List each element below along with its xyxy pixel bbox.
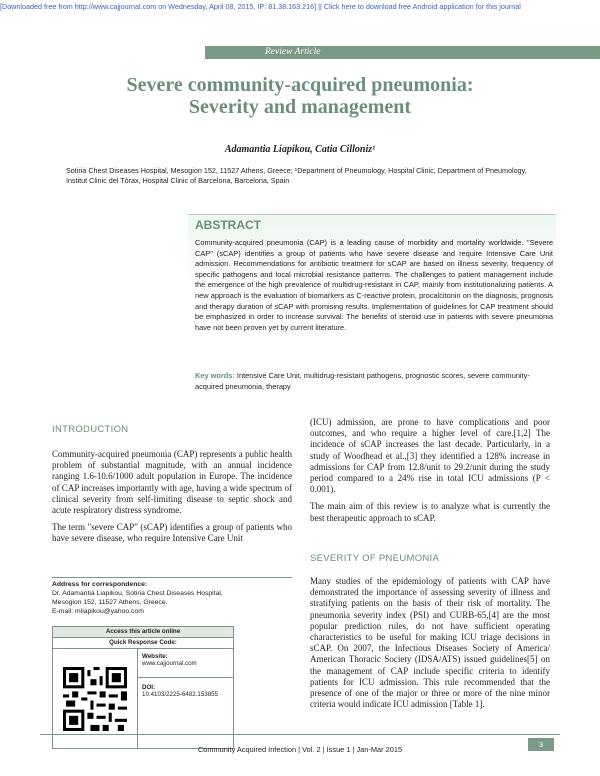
right-paragraph-2: The main aim of this review is to analyze what is currently the best therapeutic approach to sCAP.	[310, 501, 550, 523]
intro-heading: INTRODUCTION	[52, 424, 129, 435]
correspondence	[52, 580, 292, 616]
affiliation: Sotiria Chest Diseases Hospital, Mesogion 152, 11527 Athens, Greece; ¹Department of Pneumology, Hospital Clinic, Department of Pneumology, Institut Clinic del Tòrax, Hospital Clinic of Barcelona, Barcelona, Spain	[66, 166, 527, 185]
article-title	[0, 74, 600, 118]
doi-label: DOI:	[142, 684, 156, 691]
right-paragraph-3: Many studies of the epidemiology of patients with CAP have demonstrated the importance of assessing severity of illness and stratifying patients on the basis of their risk of mortality. The pneumonia severity index (PSI) and CURB-65,[4] are the most popular prediction rules, do not have sufficient operating characteristics to be useful for making ICU triage decisions in sCAP. On 2007, the Infectious Diseases Society of America/ American Thoracic Society (IDSA/ATS) issued guidelines[5] on the management of CAP include specific criteria to identify patients for ICU admission. This rule recommended that the presence of one of the major or three or more of the nine minor criteria would indicate ICU admission [Table 1].	[310, 576, 550, 710]
qr-code-icon[interactable]	[63, 667, 127, 731]
right-paragraph-1: (ICU) admission, are prone to have complications and poor outcomes, and who require a higher level of care.[1,2] The incidence of sCAP increases the last decade. Particularly, in a study of Woodhead et al.,[3] they identified a 128% increase in admissions for CAP from 12.8/unit to 29.2/unit during the study period compared to a 24% rise in total ICU admissions (P < 0.001).	[310, 417, 550, 495]
authors: Adamantia Liapikou, Catia Cilloniz¹	[224, 144, 376, 155]
website-link[interactable]: www.cajjournal.com	[142, 660, 197, 667]
keywords-label: Key words:	[195, 371, 235, 380]
doi-value[interactable]: 10.4103/2225-6482.153855	[142, 691, 219, 698]
article-type: Review Article	[265, 47, 321, 57]
access-online-box	[52, 626, 234, 749]
keywords	[195, 371, 553, 392]
title-line-2: Severity and management	[188, 96, 412, 118]
footer: Community Acquired Infection | Vol. 2 | Issue 1 | Jan-Mar 2015	[197, 745, 403, 754]
website-label: Website:	[142, 653, 168, 660]
left-column	[52, 449, 292, 551]
intro-paragraph-2: The term "severe CAP" (sCAP) identifies a group of patients who have severe disease, who require Intensive Care Unit	[52, 522, 292, 544]
page-number: 3	[528, 738, 554, 751]
correspondence-email[interactable]: E-mail: mliapikou@yahoo.com	[52, 608, 144, 615]
right-column	[310, 417, 550, 530]
keywords-text: Intensive Care Unit, multidrug-resistant pathogens, prognostic scores, severe community-acquired pneumonia, therapy	[195, 371, 530, 391]
severity-text	[310, 576, 550, 716]
qr-label: Quick Response Code:	[53, 638, 233, 649]
online-divider	[138, 677, 233, 678]
correspondence-line-2: Mesogion 152, 11527 Athens, Greece.	[52, 599, 168, 606]
abstract-text: Community-acquired pneumonia (CAP) is a leading cause of morbidity and mortality worldwide. "Severe CAP" (sCAP) identifies a group of patients who have severe disease and require Intensive Care Unit admission. Recommendations for antibiotic treatment for sCAP are based on illness severity, frequency of specific pathogens and local microbial resistance patterns. The challenges to patient management include the emergence of the high prevalence of multidrug-resistant in CAP, mainly from institutionalizing patients. A new approach is the evaluation of biomarkers as C-reactive protein, procalcitonin on the diagnosis, prognosis and therapy duration of sCAP with promising results. Implementation of guidelines for CAP treatment should be emphasized in order to increase survival. The benefits of steroid use in patients with severe pneumonia have not been proven yet by current literature.	[195, 238, 553, 332]
abstract-heading: ABSTRACT	[195, 218, 261, 232]
correspondence-rule	[52, 577, 292, 578]
intro-paragraph-1: Community-acquired pneumonia (CAP) represents a public health problem of substantial magnitude, with an annual incidence ranging 1.6-10.6/1000 adult population in Europe. The incidence of CAP increases importantly with age, having a wide spectrum of clinical severity from self-limiting disease to septic shock and acute respiratory distress syndrome.	[52, 449, 292, 516]
title-line-1: Severe community-acquired pneumonia:	[126, 74, 474, 96]
correspondence-line-1: Dr. Adamantia Liapikou, Sotiria Chest Diseases Hospital,	[52, 590, 223, 597]
download-banner[interactable]: [Downloaded free from http://www.cajjournal.com on Wednesday, April 08, 2015, IP: 81.38.163.216] || Click here to download free Android application for this journal	[0, 2, 521, 11]
correspondence-label: Address for correspondence:	[52, 581, 148, 588]
access-online-header: Access this article online	[53, 627, 233, 638]
footer-rule	[40, 734, 560, 735]
severity-heading: SEVERITY OF PNEUMONIA	[310, 553, 440, 564]
